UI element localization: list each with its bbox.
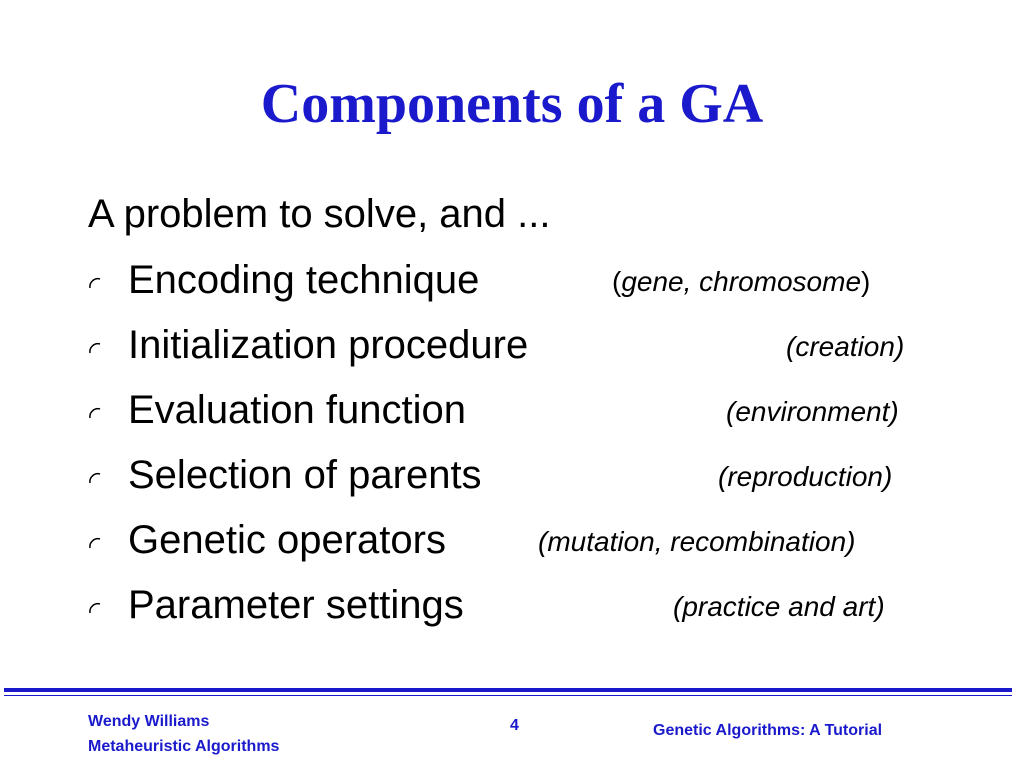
page-number: 4 xyxy=(510,717,519,734)
bullet-label: Parameter settings xyxy=(128,583,464,627)
bullet-label: Initialization procedure xyxy=(128,323,529,367)
footer-tutorial-title: Genetic Algorithms: A Tutorial xyxy=(653,722,883,739)
note-close-paren: ) xyxy=(861,266,871,297)
bullet-note xyxy=(612,264,870,300)
bullet-note xyxy=(538,524,855,560)
note-italic-text: (mutation, recombination) xyxy=(538,526,856,557)
bullet-item-selection xyxy=(0,451,1024,501)
note-italic-text: (practice and art) xyxy=(673,591,885,622)
bullet-label: Genetic operators xyxy=(128,518,446,562)
arc-bullet-icon xyxy=(88,406,102,420)
note-italic-text: (environment) xyxy=(726,396,899,427)
bullet-item-operators xyxy=(0,516,1024,566)
footer-divider-thin xyxy=(4,695,1012,696)
bullet-note xyxy=(726,394,899,430)
note-italic-text: gene, chromosome xyxy=(621,266,862,297)
bullet-item-evaluation xyxy=(0,386,1024,436)
slide-title: Components of a GA xyxy=(260,73,764,135)
note-italic-text: (reproduction) xyxy=(718,461,893,492)
note-open-paren: ( xyxy=(612,266,622,297)
arc-bullet-icon xyxy=(88,536,102,550)
note-italic-text: (creation) xyxy=(786,331,905,362)
bullet-item-parameters xyxy=(0,581,1024,631)
bullet-item-encoding xyxy=(0,256,1024,306)
footer-divider-thick xyxy=(4,688,1012,692)
slide-intro: A problem to solve, and ... xyxy=(88,192,551,236)
arc-bullet-icon xyxy=(88,601,102,615)
arc-bullet-icon xyxy=(88,276,102,290)
bullet-label: Encoding technique xyxy=(128,258,480,302)
bullet-label: Evaluation function xyxy=(128,388,467,432)
footer-course: Metaheuristic Algorithms xyxy=(88,738,280,755)
bullet-note xyxy=(718,459,892,495)
arc-bullet-icon xyxy=(88,471,102,485)
footer-author: Wendy Williams xyxy=(88,713,210,730)
arc-bullet-icon xyxy=(88,341,102,355)
bullet-note xyxy=(786,329,904,365)
bullet-note xyxy=(673,589,885,625)
bullet-label: Selection of parents xyxy=(128,453,482,497)
bullet-item-initialization xyxy=(0,321,1024,371)
